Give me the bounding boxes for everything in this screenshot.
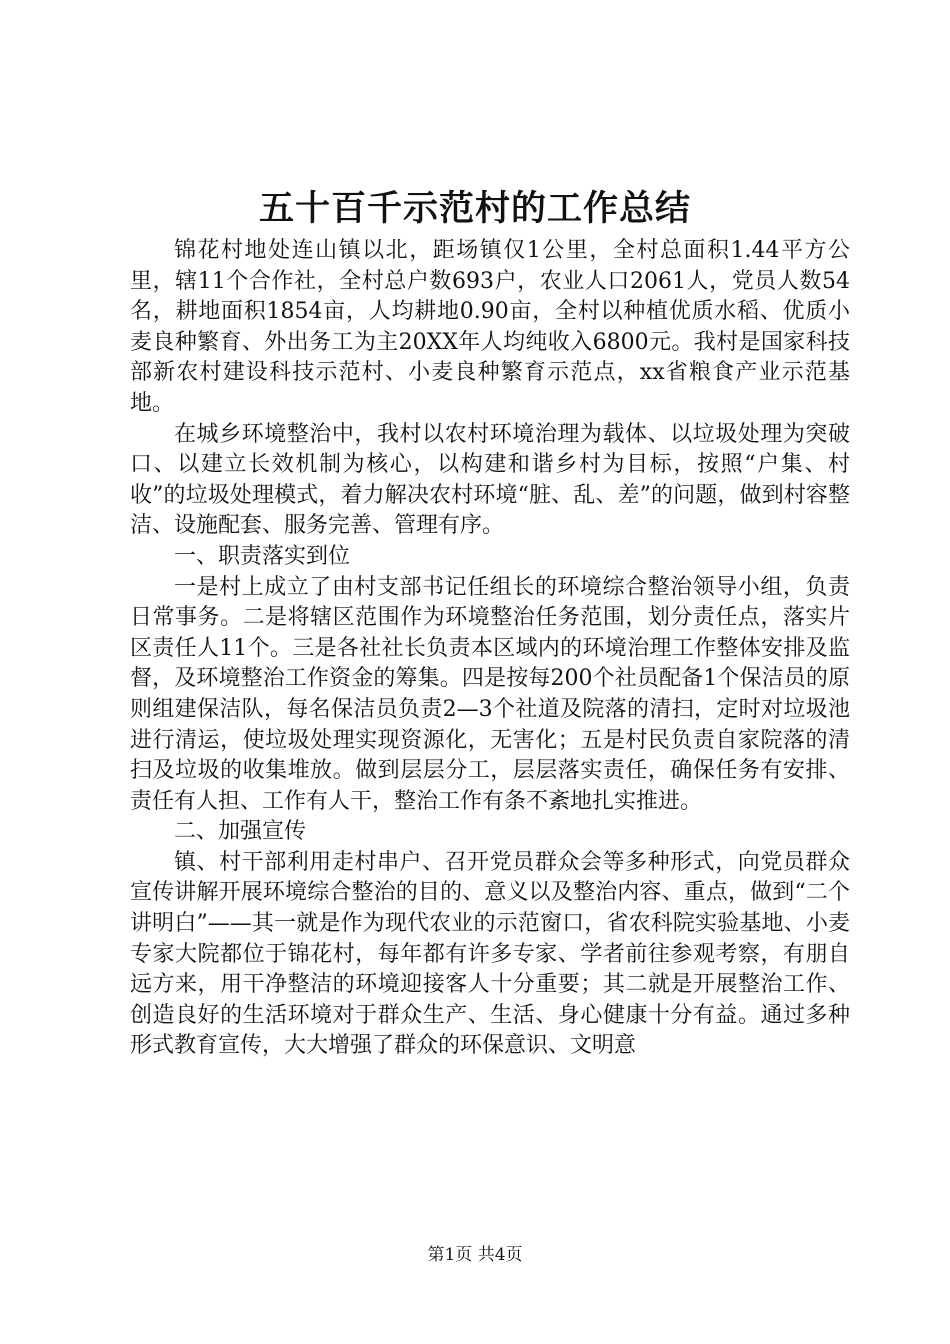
document-title: 五十百千示范村的工作总结 (258, 188, 691, 229)
document-body (130, 236, 850, 1062)
paragraph-environment: 在城乡环境整治中，我村以农村环境治理为载体、以垃圾处理为突破口、以建立长效机制为核心，以构建和谐乡村为目标，按照“户集、村收”的垃圾处理模式，着力解决农村环境“脏、乱、差”的问题，做到村容整洁、设施配套、服务完善、管理有序。 (130, 421, 850, 539)
section-heading-responsibility: 一、职责落实到位 (174, 543, 351, 569)
page-footer: 第1页 共4页 (427, 1245, 523, 1265)
paragraph-responsibility: 一是村上成立了由村支部书记任组长的环境综合整治领导小组，负责日常事务。二是将辖区范围作为环境整治任务范围，划分责任点，落实片区责任人11个。三是各社社长负责本区域内的环境治理工作整体安排及监督，及环境整治工作资金的筹集。四是按每200个社员配备1个保洁员的原则组建保洁队，每名保洁员负责2—3个社道及院落的清扫，定时对垃圾池进行清运，使垃圾处理实现资源化，无害化；五是村民负责自家院落的清扫及垃圾的收集堆放。做到层层分工，层层落实责任，确保任务有安排、责任有人担、工作有人干，整治工作有条不紊地扎实推进。 (130, 574, 850, 814)
paragraph-publicity: 镇、村干部利用走村串户、召开党员群众会等多种形式，向党员群众宣传讲解开展环境综合整治的目的、意义以及整治内容、重点，做到“二个讲明白”——其一就是作为现代农业的示范窗口，省农科院实验基地、小麦专家大院都位于锦花村，每年都有许多专家、学者前往参观考察，有朋自远方来，用干净整洁的环境迎接客人十分重要；其二就是开展整治工作、创造良好的生活环境对于群众生产、生活、身心健康十分有益。通过多种形式教育宣传，大大增强了群众的环保意识、文明意 (130, 849, 850, 1059)
section-heading-publicity: 二、加强宣传 (174, 819, 307, 845)
paragraph-intro: 锦花村地处连山镇以北，距场镇仅1公里，全村总面积1.44平方公里，辖11个合作社，全村总户数693户，农业人口2061人，党员人数54名，耕地面积1854亩，人均耕地0.90亩，全村以种植优质水稻、优质小麦良种繁育、外出务工为主20XX年人均纯收入6800元。我村是国家科技部新农村建设科技示范村、小麦良种繁育示范点，xx省粮食产业示范基地。 (130, 238, 850, 416)
